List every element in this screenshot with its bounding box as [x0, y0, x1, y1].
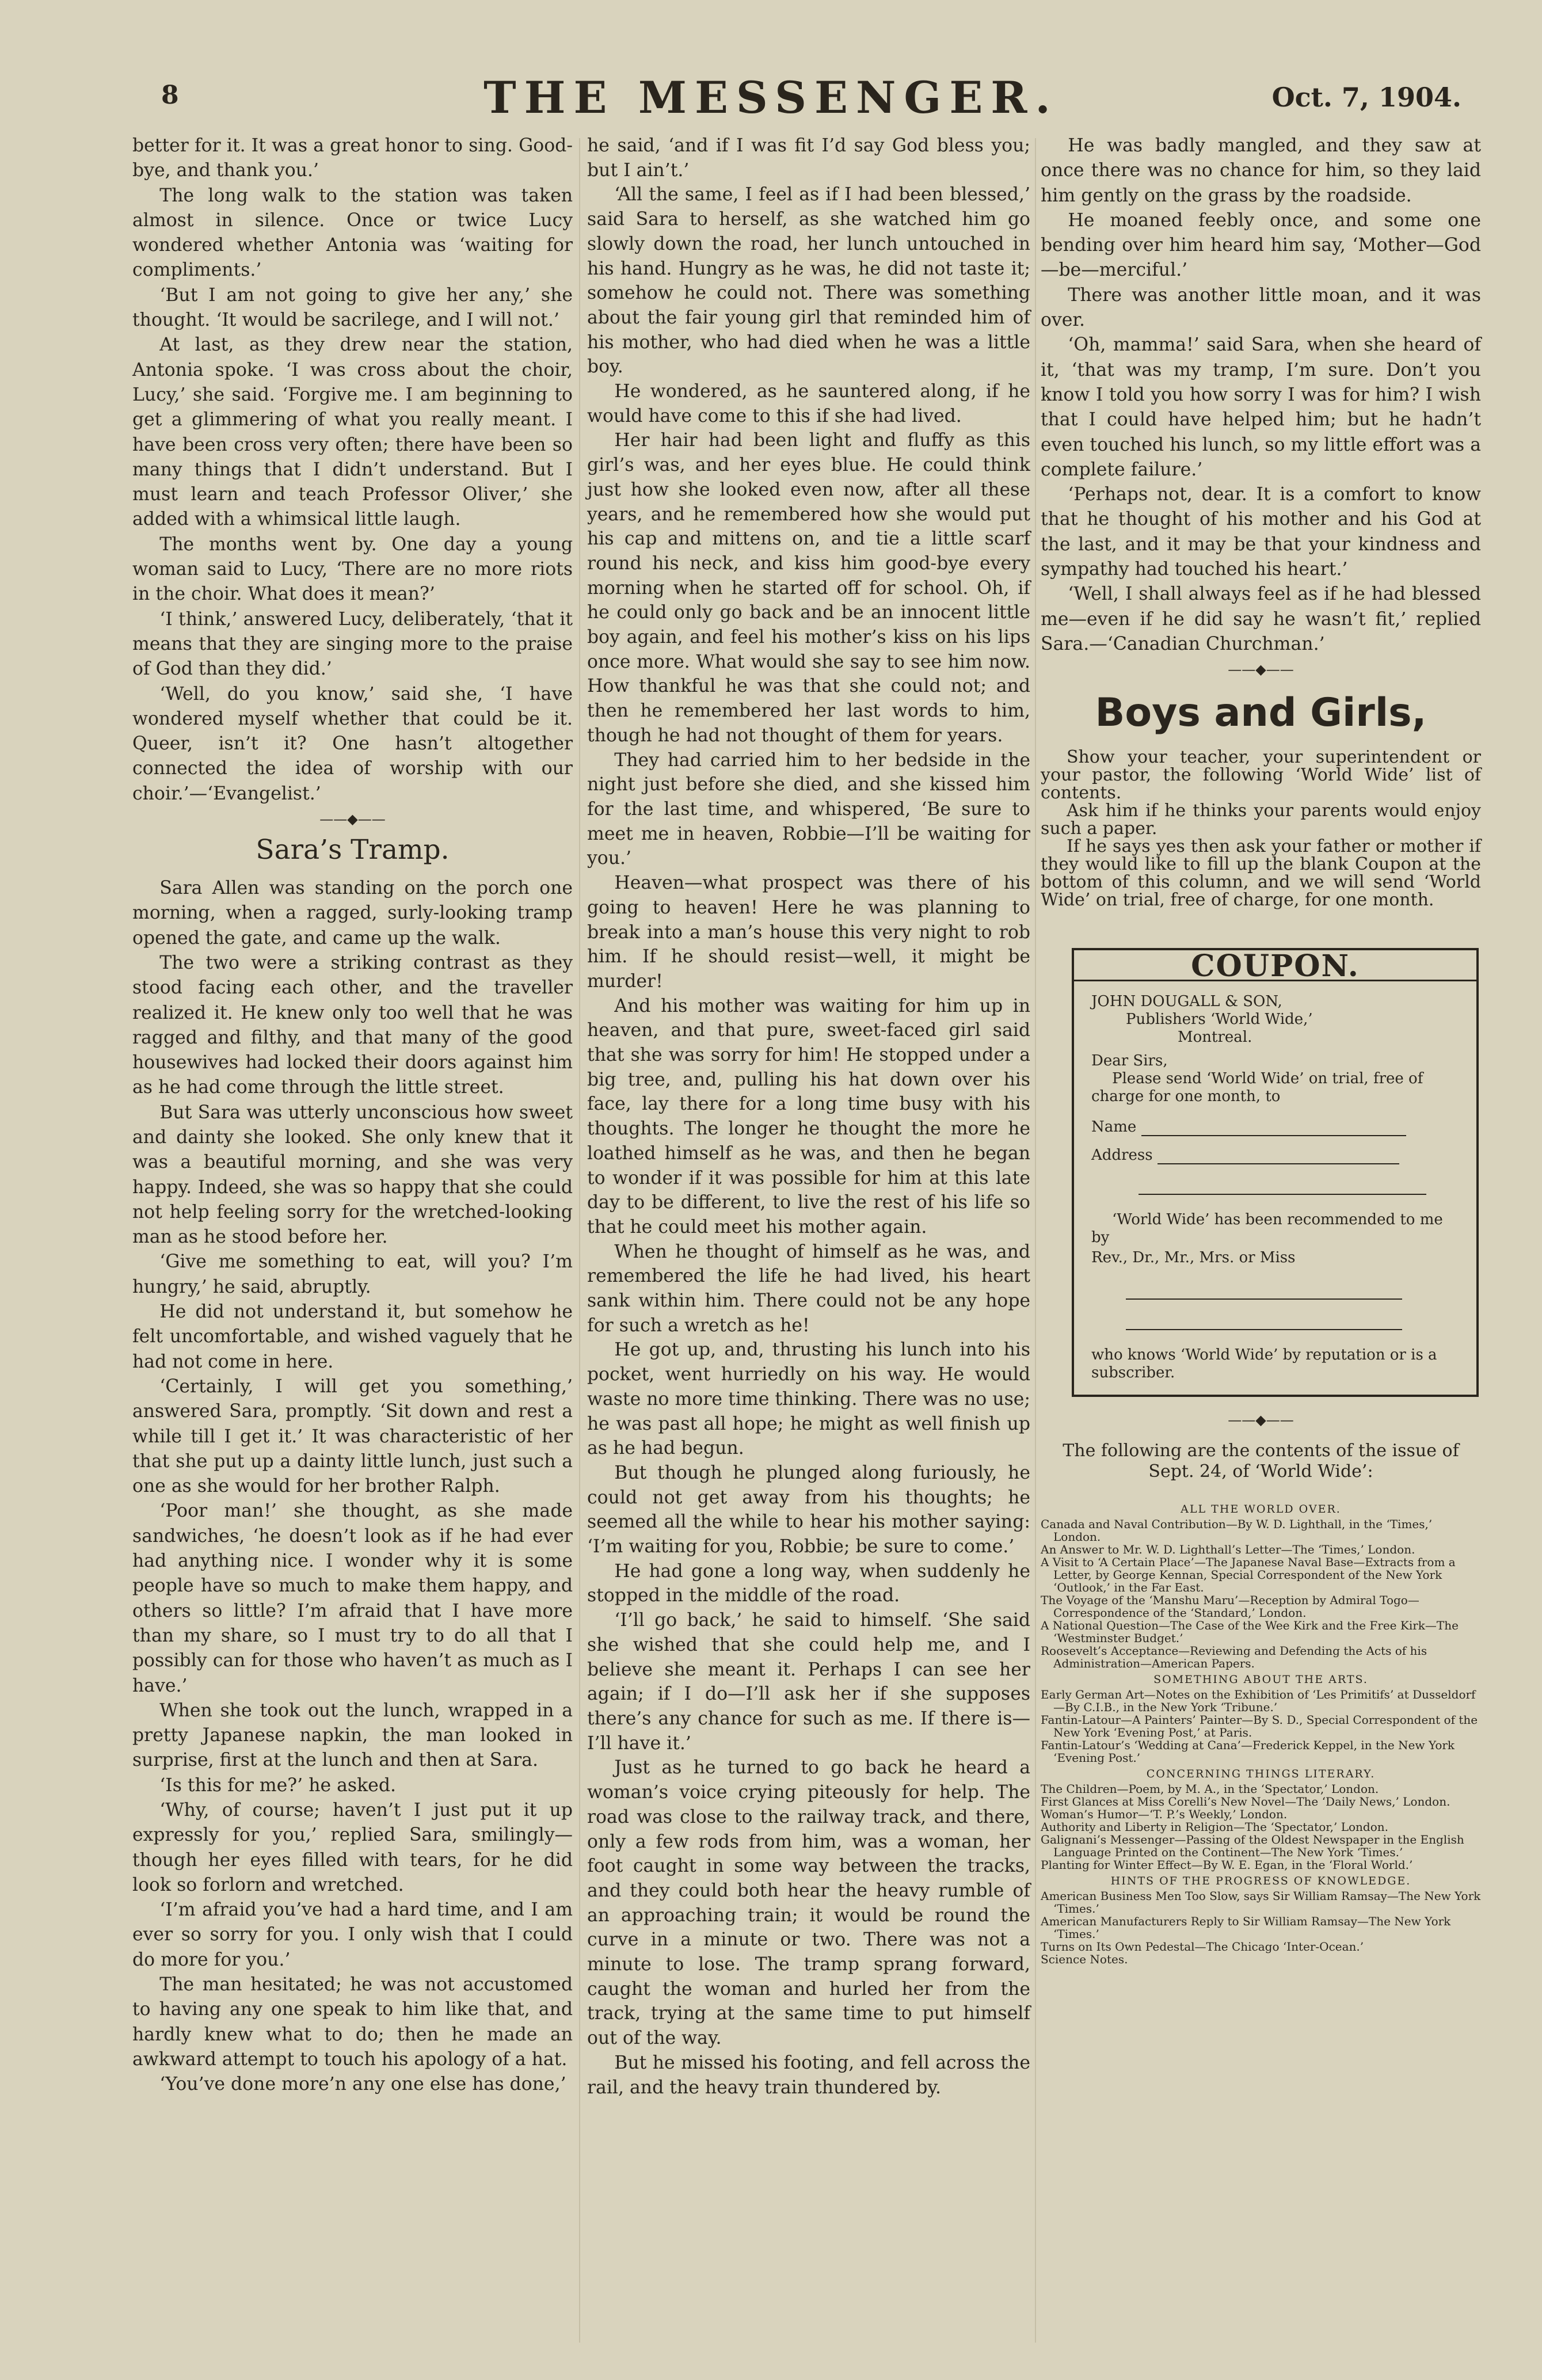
- column-rule: [579, 138, 580, 2343]
- paragraph: They had carried him to her bedside in the night just before she died, and she kissed him for the last time, and whispered, ‘Be sure to meet me in heaven, Robbie—I’ll be waiting for you.’: [587, 749, 1030, 869]
- address-field-2[interactable]: [1139, 1194, 1426, 1195]
- contents-item: First Glances at Miss Corelli’s New Novel—The ‘Daily News,’ London.: [1041, 1795, 1450, 1809]
- contents-item: Galignani’s Messenger—Passing of the Oldest Newspaper in the English Language Printed on the Continent—The New York ‘Times.’: [1041, 1833, 1464, 1860]
- section-ornament: ——◆——: [1228, 661, 1294, 678]
- contents-section-title: SOMETHING ABOUT THE ARTS.: [1153, 1673, 1368, 1686]
- paragraph: ‘You’ve done more’n any one else has done,’: [159, 2074, 566, 2095]
- name-label: Name: [1091, 1118, 1137, 1136]
- paragraph: But though he plunged along furiously, he could not get away from his thoughts; he seemed all the while to hear his mother saying: ‘I’m waiting for you, Robbie; be sure to come.’: [587, 1462, 1030, 1558]
- column-1: [132, 134, 573, 2097]
- paragraph: ‘Poor man!’ she thought, as she made sandwiches, ‘he doesn’t look as if he had ever had anything nice. I wonder why it is some people have so much to make them happy, and others so little? I’m afraid that I have more than my share, so I must try to do all that I possibly can for those who haven’t as much as I have.’: [132, 1501, 573, 1696]
- publisher-name: JOHN DOUGALL & SON,: [1091, 993, 1282, 1011]
- paragraph: And his mother was waiting for him up in heaven, and that pure, sweet-faced girl said that she was sorry for him! He stopped under a big tree, and, pulling his hat down over his face, lay there for a long time busy with his thoughts. The longer he thought the more he loathed himself as he was, and then he began to wonder if it was possible for him at this late day to be different, to live the rest of his life so that he could meet his mother again.: [587, 995, 1030, 1237]
- paragraph: The man hesitated; he was not accustomed to having any one speak to him like that, and hardly knew what to do; then he made an awkward attempt to touch his apology of a hat.: [132, 1974, 573, 2070]
- section-ornament: ——◆——: [1228, 1412, 1294, 1429]
- paragraph: ‘Well, I shall always feel as if he had blessed me—even if he did say he wasn’t fit,’ replied Sara.—‘Canadian Churchman.’: [1041, 584, 1481, 654]
- contents-section-title: ALL THE WORLD OVER.: [1181, 1503, 1341, 1516]
- contents-item: Roosevelt’s Acceptance—Reviewing and Defending the Acts of his Administration—American Papers.: [1041, 1644, 1427, 1671]
- address-label: Address: [1091, 1147, 1153, 1164]
- paragraph: The two were a striking contrast as they stood facing each other, and the traveller realized it. He knew only too well that he was ragged and filthy, and that many of the good housewives had locked their doors against him as he had come through the little street.: [132, 952, 573, 1098]
- paragraph: He moaned feebly once, and some one bending over him heard him say, ‘Mother—God—be—merciful.’: [1041, 210, 1481, 281]
- address-line-2: [1091, 1177, 1459, 1195]
- knows-text: who knows ‘World Wide’ by reputation or is a subscriber.: [1091, 1346, 1437, 1382]
- paragraph: he said, ‘and if I was fit I’d say God bless you; but I ain’t.’: [587, 135, 1030, 181]
- column-rule: [1035, 138, 1036, 2343]
- paragraph: ‘Give me something to eat, will you? I’m hungry,’ he said, abruptly.: [132, 1251, 573, 1297]
- address-field[interactable]: [1158, 1163, 1399, 1164]
- contents-item: Turns on Its Own Pedestal—The Chicago ‘Inter-Ocean.’: [1041, 1940, 1364, 1954]
- boys-and-girls-notice: [1041, 748, 1481, 909]
- contents-item: Canada and Naval Contribution—By W. D. Lighthall, in the ‘Times,’ London.: [1041, 1517, 1433, 1544]
- paragraph: ‘Well, do you know,’ said she, ‘I have wondered myself whether that could be it. Queer, isn’t it? One hasn’t altogether connected the idea of worship with our choir.’—‘Evangelist.’: [132, 683, 573, 804]
- paragraph: ‘I think,’ answered Lucy, deliberately, ‘that it means that they are singing more to the praise of God than they did.’: [132, 608, 573, 680]
- paragraph: ‘I’ll go back,’ he said to himself. ‘She said she wished that she could help me, and I believe she meant it. Perhaps I can see her again; if I do—I’ll ask her if she supposes there’s any chance for such as me. If there is—I’ll have it.’: [587, 1610, 1030, 1754]
- paragraph: If he says yes then ask your father or mother if they would like to fill up the blank Coupon at the bottom of this column, and we will send ‘World Wide’ on trial, free of charge, for one month.: [1041, 836, 1481, 911]
- paragraph: The months went by. One day a young woman said to Lucy, ‘There are no more riots in the choir. What does it mean?’: [132, 534, 573, 605]
- name-row: [1091, 1118, 1459, 1136]
- issue-date: Oct. 7, 1904.: [1271, 82, 1461, 113]
- paragraph: ‘Is this for me?’ he asked.: [159, 1774, 396, 1796]
- titles-text: Rev., Dr., Mr., Mrs. or Miss: [1091, 1249, 1296, 1267]
- world-wide-contents: [1041, 1502, 1481, 1966]
- contents-section-title: HINTS OF THE PROGRESS OF KNOWLEDGE.: [1110, 1875, 1411, 1888]
- recommended-text: ‘World Wide’ has been recommended to me by: [1091, 1211, 1443, 1247]
- paragraph: Her hair had been light and fluffy as this girl’s was, and her eyes blue. He could think just how she looked even now, after all these years, and he remembered how she would put his cap and mittens on, and tie a little scarf round his neck, and kiss him good-bye every morning when he started off for school. Oh, if he could only go back and be an innocent little boy again, and feel his mother’s kiss on his lips once more. What would she say to see him now. How thankful he was that she could not; and then he remembered her last words to him, though he had not thought of them for years.: [587, 430, 1030, 746]
- publisher-line: Publishers ‘World Wide,’: [1126, 1011, 1313, 1029]
- paragraph: Just as he turned to go back he heard a woman’s voice crying piteously for help. The road was close to the railway track, and there, only a few rods from him, was a woman, her foot caught in some way between the tracks, and they could both hear the heavy rumble of an approaching train; it would be round the curve in a minute or two. There was not a minute to lose. The tramp sprang forward, caught the woman and hurled her from the track, trying at the same time to put himself out of the way.: [587, 1757, 1030, 2049]
- request-text: Please send ‘World Wide’ on trial, free of charge for one month, to: [1091, 1070, 1423, 1106]
- name-field[interactable]: [1141, 1135, 1406, 1136]
- paragraph: He was badly mangled, and they saw at once there was no chance for him, so they laid him gently on the grass by the roadside.: [1041, 135, 1481, 206]
- contents-item: The Voyage of the ‘Manshu Maru’—Reception by Admiral Togo—Correspondence of the ‘Standard,’ London.: [1041, 1593, 1419, 1620]
- contents-item: Fantin-Latour—A Painters’ Painter—By S. D., Special Correspondent of the New York ‘Evening Post,’ at Paris.: [1041, 1713, 1478, 1740]
- coupon-form: [1072, 948, 1479, 1397]
- boys-and-girls-heading: Boys and Girls,: [1095, 690, 1427, 736]
- paragraph: When she took out the lunch, wrapped in a pretty Japanese napkin, the man looked in surprise, first at the lunch and then at Sara.: [132, 1700, 573, 1771]
- masthead-title: THE MESSENGER.: [483, 72, 1059, 123]
- contents-item: American Manufacturers Reply to Sir William Ramsay—The New York ‘Times.’: [1041, 1914, 1451, 1941]
- paragraph: ‘Certainly, I will get you something,’ answered Sara, promptly. ‘Sit down and rest a while till I get it.’ It was characteristic of her that she put up a dainty little lunch, just such a one as she would for her brother Ralph.: [132, 1376, 573, 1497]
- contents-item: American Business Men Too Slow, says Sir William Ramsay—The New York ‘Times.’: [1041, 1889, 1481, 1916]
- paragraph: Ask him if he thinks your parents would enjoy such a paper.: [1041, 801, 1481, 839]
- paragraph: Heaven—what prospect was there of his going to heaven! Here he was planning to break into a man’s house this very night to rob him. If he should resist—well, it might be murder!: [587, 873, 1030, 992]
- address-row: [1091, 1147, 1459, 1164]
- paragraph: He wondered, as he sauntered along, if he would have come to this if she had lived.: [587, 381, 1030, 427]
- paragraph: Sara Allen was standing on the porch one morning, when a ragged, surly-looking tramp opened the gate, and came up the walk.: [132, 878, 573, 949]
- contents-item: Planting for Winter Effect—By W. E. Egan, in the ‘Floral World.’: [1041, 1858, 1413, 1872]
- recommender-field-2[interactable]: [1126, 1329, 1402, 1330]
- column-2: [587, 134, 1030, 2100]
- salutation: Dear Sirs,: [1091, 1052, 1168, 1070]
- paragraph: ‘But I am not going to give her any,’ she thought. ‘It would be sacrilege, and I will not.’: [132, 284, 573, 331]
- paragraph: ‘All the same, I feel as if I had been blessed,’ said Sara to herself, as she watched him go slowly down the road, her lunch untouched in his hand. Hungry as he was, he did not taste it; somehow he could not. There was something about the fair young girl that reminded him of his mother, who had died when he was a little boy.: [587, 184, 1030, 378]
- recommender-line-2: [1091, 1312, 1459, 1330]
- paragraph: He had gone a long way, when suddenly he stopped in the middle of the road.: [587, 1560, 1030, 1606]
- paragraph: ‘I’m afraid you’ve had a hard time, and I am ever so sorry for you. I only wish that I could do more for you.’: [132, 1899, 573, 1970]
- contents-item: The Children—Poem, by M. A., in the ‘Spectator,’ London.: [1041, 1782, 1379, 1796]
- contents-item: A National Question—The Case of the Wee Kirk and the Free Kirk—The ‘Westminster Budget.’: [1041, 1619, 1459, 1646]
- page-header: [0, 0, 1542, 132]
- page-number: 8: [161, 81, 179, 110]
- paragraph: But he missed his footing, and fell across the rail, and the heavy train thundered by.: [587, 2052, 1030, 2098]
- contents-section-title: CONCERNING THINGS LITERARY.: [1146, 1768, 1376, 1781]
- contents-item: A Visit to ‘A Certain Place’—The Japanese Naval Base—Extracts from a Letter, by George Kennan, Special Correspondent of the New York ‘Outlook,’ in the Far East.: [1041, 1555, 1456, 1595]
- paragraph: ‘Perhaps not, dear. It is a comfort to know that he thought of his mother and his God at the last, and it may be that your kindness and sympathy had touched his heart.’: [1041, 484, 1481, 580]
- coupon-title: COUPON.: [1074, 950, 1476, 981]
- column-3: [1041, 134, 1481, 1966]
- paragraph: better for it. It was a great honor to sing. Good-bye, and thank you.’: [132, 135, 573, 181]
- recommender-line-1: [1091, 1282, 1459, 1300]
- paragraph: At last, as they drew near the station, Antonia spoke. ‘I was cross about the choir, Lucy,’ she said. ‘Forgive me. I am beginning to get a glimmering of what you really meant. I have been cross very often; there have been so many things that I didn’t understand. But I must learn and teach Professor Oliver,’ she added with a whimsical little laugh.: [132, 334, 573, 530]
- contents-item: Early German Art—Notes on the Exhibition of ‘Les Primitifs’ at Dusseldorf—By C.I.B., in the New York ‘Tribune.’: [1041, 1688, 1476, 1715]
- paragraph: He got up, and, thrusting his lunch into his pocket, went hurriedly on his way. He would waste no more time thinking. There was no use; he was past all hope; he might as well finish up as he had begun.: [587, 1339, 1030, 1459]
- contents-item: Science Notes.: [1041, 1952, 1128, 1967]
- paragraph: But Sara was utterly unconscious how sweet and dainty she looked. She only knew that it was a beautiful morning, and she was very happy. Indeed, she was so happy that she could not help feeling sorry for the wretched-looking man as he stood before her.: [132, 1102, 573, 1248]
- contents-item: An Answer to Mr. W. D. Lighthall’s Letter—The ‘Times,’ London.: [1041, 1543, 1415, 1557]
- publisher-city: Montreal.: [1178, 1029, 1252, 1046]
- paragraph: The long walk to the station was taken almost in silence. Once or twice Lucy wondered whether Antonia was ‘waiting for compliments.’: [132, 185, 573, 281]
- contents-intro: The following are the contents of the issue of Sept. 24, of ‘World Wide’:: [1063, 1441, 1459, 1482]
- contents-item: Authority and Liberty in Religion—The ‘Spectator,’ London.: [1041, 1820, 1388, 1834]
- paragraph: He did not understand it, but somehow he felt uncomfortable, and wished vaguely that he had not come in here.: [132, 1301, 573, 1372]
- article-heading: Sara’s Tramp.: [256, 834, 450, 866]
- paragraph: ‘Oh, mamma!’ said Sara, when she heard of it, ‘that was my tramp, I’m sure. Don’t you know I told you how sorry I was for him? I wish that I could have helped him; but he hadn’t even touched his lunch, so my little effort was a complete failure.’: [1041, 334, 1481, 480]
- paragraph: Show your teacher, your superintendent or your pastor, the following ‘World Wide’ list of contents.: [1041, 747, 1481, 804]
- paragraph: When he thought of himself as he was, and remembered the life he had lived, his heart sank within him. There could not be any hope for such a wretch as he!: [587, 1241, 1030, 1336]
- contents-item: Woman’s Humor—‘T. P.’s Weekly,’ London.: [1041, 1807, 1288, 1822]
- paragraph: There was another little moan, and it was over.: [1041, 284, 1481, 331]
- section-ornament: ——◆——: [319, 811, 386, 828]
- recommender-field[interactable]: [1126, 1298, 1402, 1300]
- paragraph: ‘Why, of course; haven’t I just put it up expressly for you,’ replied Sara, smilingly—though her eyes filled with tears, for he did look so forlorn and wretched.: [132, 1800, 573, 1895]
- contents-item: Fantin-Latour’s ‘Wedding at Cana’—Frederick Keppel, in the New York ‘Evening Post.’: [1041, 1738, 1455, 1765]
